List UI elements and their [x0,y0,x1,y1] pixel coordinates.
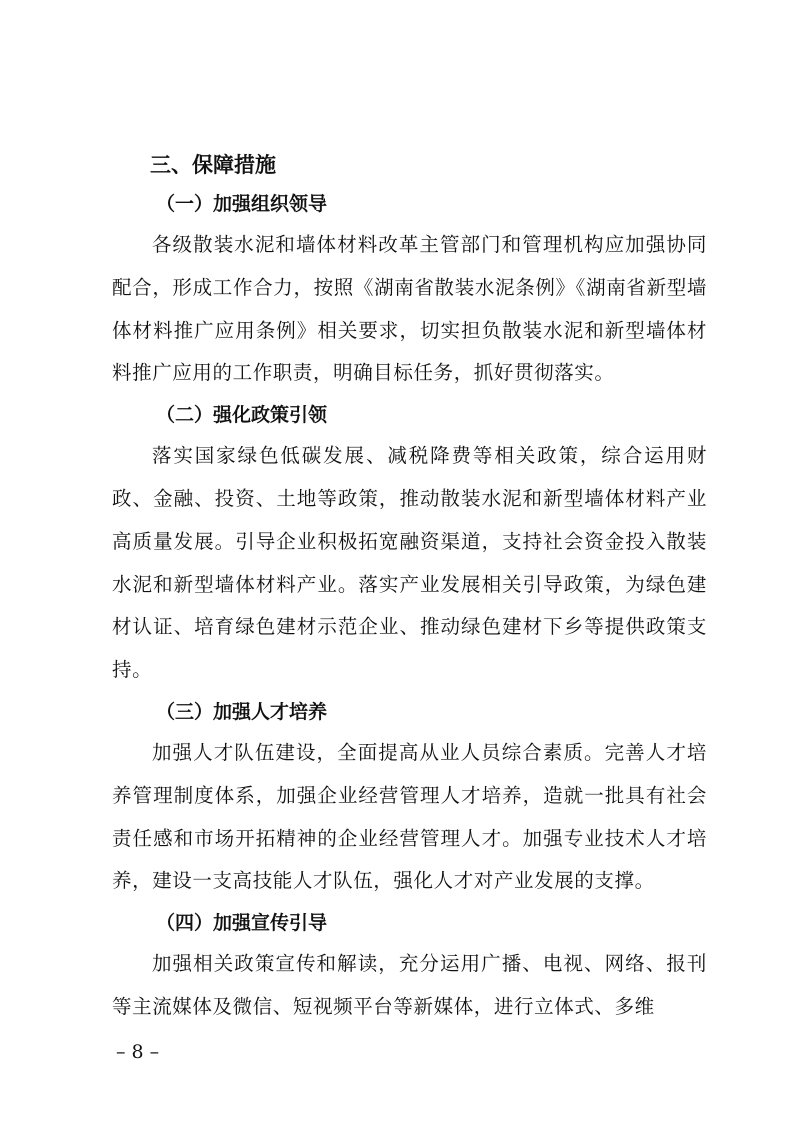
subsection-title-1: （一）加强组织领导 [156,193,328,215]
subsection-title-4: （四）加强宣传引导 [156,912,328,935]
page-number: – 8 – [116,1041,160,1063]
section-title: 三、保障措施 [150,153,276,177]
subsection-paragraph-4: 加强相关政策宣传和解读，充分运用广播、电视、网络、报刊等主流媒体及微信、短视频平台等新媒体，进行立体式、多维 [112,952,707,1018]
subsection-paragraph-3: 加强人才队伍建设，全面提高从业人员综合素质。完善人才培养管理制度体系，加强企业经营管理人才培养，造就一批具有社会责任感和市场开拓精神的企业经营管理人才。加强专业技术人才培养，建设一支高技能人才队伍，强化人才对产业发展的支撑。 [112,740,707,893]
subsection-paragraph-1: 各级散装水泥和墙体材料改革主管部门和管理机构应加强协同配合，形成工作合力，按照《湖南省散装水泥条例》《湖南省新型墙体材料推广应用条例》相关要求，切实担负散装水泥和新型墙体材料推广应用的工作职责，明确目标任务，抓好贯彻落实。 [112,233,707,385]
document-body [112,146,707,1029]
subsection-title-2: （二）强化政策引领 [156,404,328,427]
subsection-title-3: （三）加强人才培养 [156,700,328,723]
subsection-paragraph-2: 落实国家绿色低碳发展、减税降费等相关政策，综合运用财政、金融、投资、土地等政策，推动散装水泥和新型墙体材料产业高质量发展。引导企业积极拓宽融资渠道，支持社会资金投入散装水泥和新型墙体材料产业。落实产业发展相关引导政策，为绿色建材认证、培育绿色建材示范企业、推动绿色建材下乡等提供政策支持。 [112,444,707,682]
